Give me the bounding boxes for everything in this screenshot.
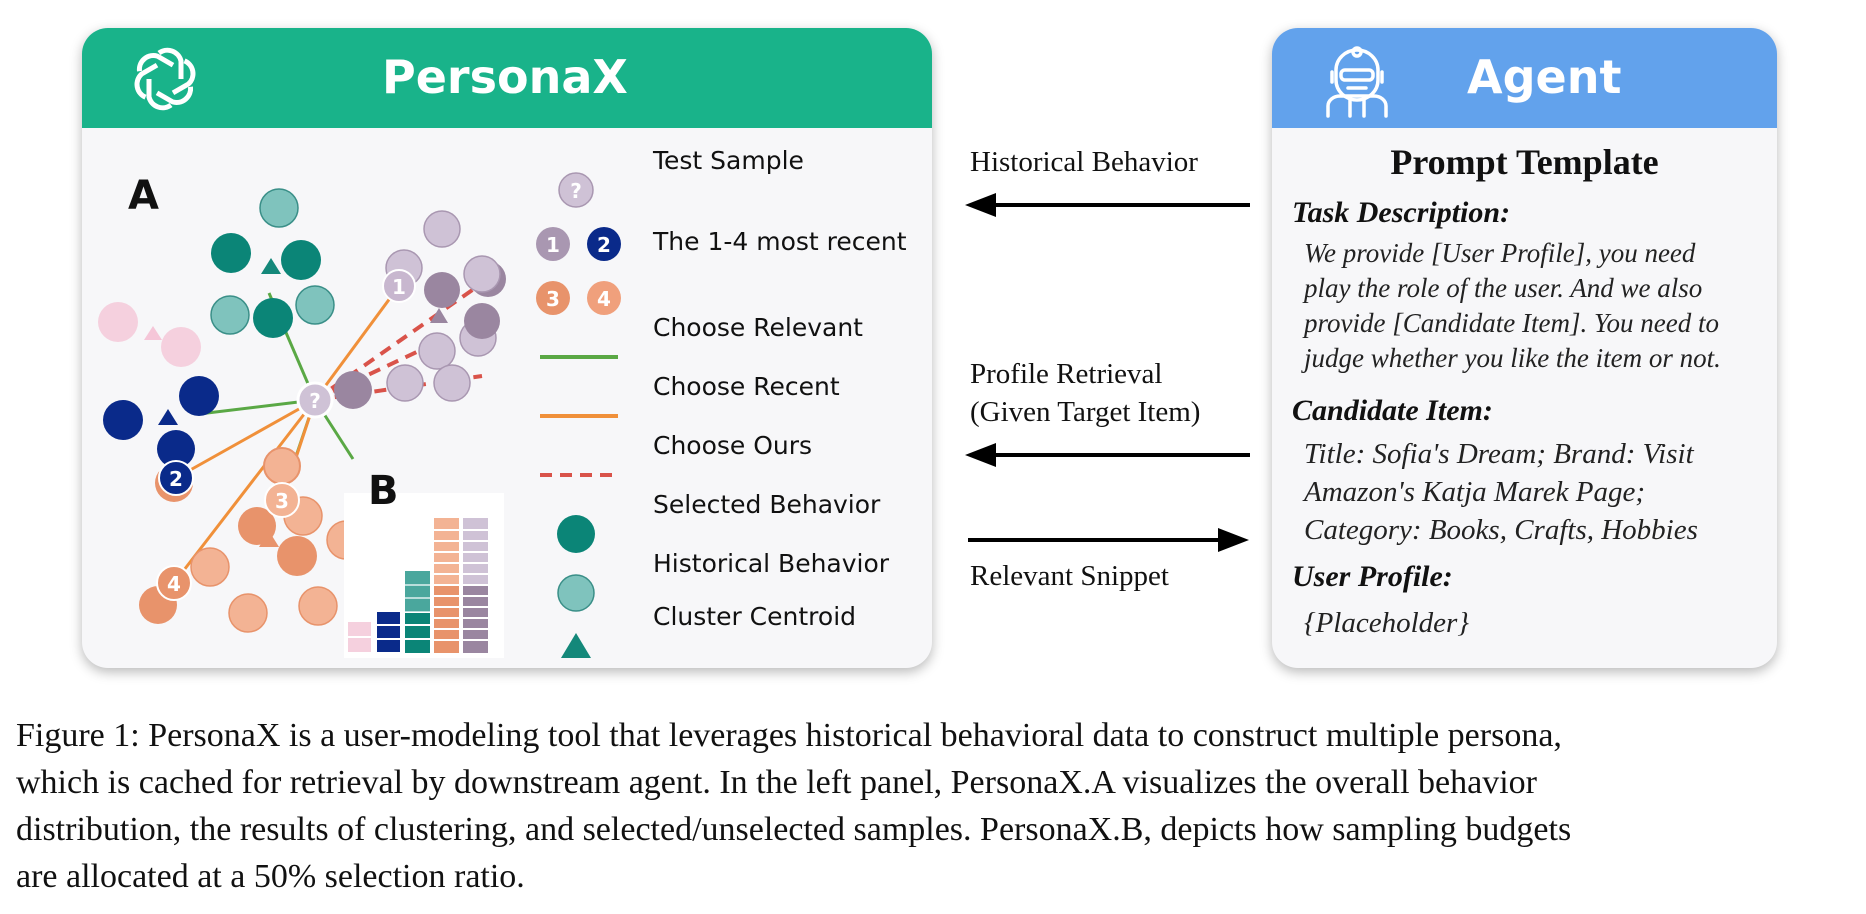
- recent-node-2-number: 2: [169, 467, 183, 491]
- task-description-body: [1304, 236, 1721, 376]
- user-profile-heading: User Profile:: [1292, 560, 1453, 593]
- legend-recent-markers: [536, 227, 621, 315]
- legend-centroid-label: Cluster Centroid: [653, 602, 857, 631]
- agent-title: Agent: [1467, 50, 1622, 104]
- task-line-4: judge whether you like the item or not.: [1304, 343, 1721, 373]
- task-line-3: provide [Candidate Item]. You need to: [1304, 308, 1719, 338]
- agent-panel: [1272, 28, 1777, 668]
- figure-caption: [16, 712, 1861, 900]
- purple-cluster: [334, 211, 506, 409]
- navy-bar: [376, 611, 401, 653]
- task-line-1: We provide [User Profile], you need: [1304, 238, 1696, 268]
- agent-header: [1272, 28, 1777, 128]
- arrow-historical-behavior: [965, 193, 1250, 217]
- arrow-profile-retrieval: [965, 443, 1250, 467]
- legend-test-sample-label: Test Sample: [653, 146, 804, 175]
- test-sample-mark: ?: [309, 389, 321, 413]
- recent-node-1: [383, 270, 415, 302]
- label-b: B: [368, 468, 399, 514]
- teal-bar: [405, 571, 430, 653]
- purple-bar: [463, 518, 488, 653]
- personax-panel: [82, 28, 932, 668]
- candidate-line-2: Amazon's Katja Marek Page;: [1304, 476, 1645, 508]
- legend-historical-label: Historical Behavior: [653, 549, 890, 578]
- given-target-label: (Given Target Item): [970, 396, 1201, 428]
- pink-bar: [347, 621, 372, 653]
- historical-behavior-label: Historical Behavior: [970, 146, 1198, 178]
- legend-test-sample-mark: ?: [570, 179, 582, 203]
- legend-selected-marker: [557, 515, 595, 553]
- navy-cluster: [103, 376, 219, 468]
- legend-ours-label: Choose Ours: [653, 431, 813, 460]
- openai-logo-icon: [130, 44, 200, 114]
- user-profile-value: {Placeholder}: [1304, 607, 1469, 639]
- caption-line-4: are allocated at a 50% selection ratio.: [16, 858, 525, 895]
- legend-recent-2: 2: [597, 233, 611, 257]
- legend-recent-line-label: Choose Recent: [653, 372, 840, 401]
- legend-relevant-label: Choose Relevant: [653, 313, 863, 342]
- test-sample-node: [298, 383, 332, 417]
- legend-recent-1: 1: [546, 233, 560, 257]
- legend-recent-3: 3: [546, 287, 560, 311]
- pink-cluster: [98, 302, 201, 367]
- legend-recent-4: 4: [597, 287, 611, 311]
- flow-arrows: [960, 150, 1260, 570]
- arrow-relevant-snippet: [968, 528, 1249, 552]
- robot-icon: [1324, 42, 1390, 118]
- teal-cluster: [211, 189, 334, 338]
- relevant-snippet-label: Relevant Snippet: [970, 560, 1169, 592]
- personax-title: PersonaX: [382, 50, 628, 104]
- candidate-line-3: Category: Books, Crafts, Hobbies: [1304, 514, 1698, 546]
- caption-line-3: distribution, the results of clustering, and selected/unselected samples. PersonaX.B, depicts how sampling budgets: [16, 811, 1572, 848]
- legend-historical-marker: [558, 575, 594, 611]
- caption-line-2: which is cached for retrieval by downstream agent. In the left panel, PersonaX.A visualizes the overall behavior: [16, 764, 1537, 801]
- task-line-2: play the role of the user. And we also: [1304, 273, 1703, 303]
- legend-test-sample-marker: [559, 173, 593, 207]
- caption-line-1: Figure 1: PersonaX is a user-modeling tool that leverages historical behavioral data to construct multiple persona,: [16, 717, 1562, 754]
- prompt-template-title: Prompt Template: [1390, 142, 1659, 182]
- personax-header: [82, 28, 932, 128]
- legend-recent-label: The 1-4 most recent: [653, 227, 907, 256]
- recent-node-3-number: 3: [275, 489, 289, 513]
- label-a: A: [128, 173, 159, 219]
- candidate-item-heading: Candidate Item:: [1292, 394, 1493, 427]
- candidate-item-body: [1304, 435, 1698, 549]
- recent-node-2: [159, 461, 193, 495]
- legend-centroid-marker: [561, 633, 591, 658]
- task-description-heading: Task Description:: [1292, 196, 1511, 229]
- budget-allocation-inset: [344, 493, 504, 658]
- recent-node-1-number: 1: [392, 275, 406, 299]
- recent-node-3: [265, 483, 299, 517]
- recent-node-4: [157, 566, 191, 600]
- recent-node-4-number: 4: [167, 572, 181, 596]
- profile-retrieval-label: Profile Retrieval: [970, 358, 1163, 390]
- legend-selected-label: Selected Behavior: [653, 490, 881, 519]
- salmon-bar: [434, 518, 459, 653]
- candidate-line-1: Title: Sofia's Dream; Brand: Visit: [1304, 438, 1694, 470]
- legend-markers: [536, 173, 621, 658]
